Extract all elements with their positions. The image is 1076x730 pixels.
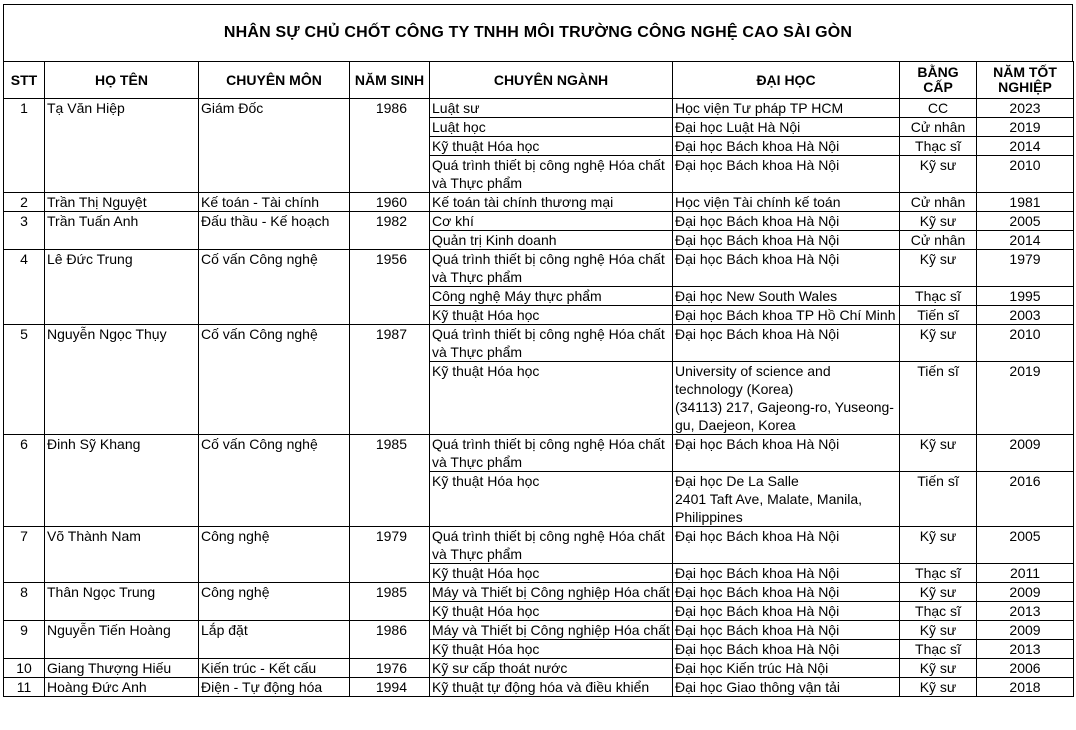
birth-year-cell: 1956 [350, 250, 430, 325]
university-cell: Đại học Bách khoa Hà Nội [673, 435, 900, 472]
university-cell: Đại học Luật Hà Nội [673, 118, 900, 137]
degree-cell: Kỹ sư [900, 435, 977, 472]
major-cell: Kỹ thuật Hóa học [430, 306, 673, 325]
table-row [4, 678, 1074, 697]
name-cell: Giang Thượng Hiếu [45, 659, 199, 678]
major-cell: Luật học [430, 118, 673, 137]
major-cell: Quá trình thiết bị công nghệ Hóa chất và Thực phẩm [430, 250, 673, 287]
university-cell: Đại học Bách khoa Hà Nội [673, 527, 900, 564]
stt-cell: 6 [4, 435, 45, 527]
major-cell: Kỹ thuật tự động hóa và điều khiển [430, 678, 673, 697]
major-cell: Cơ khí [430, 212, 673, 231]
grad-year-cell: 2014 [977, 137, 1074, 156]
name-cell: Lê Đức Trung [45, 250, 199, 325]
major-cell: Kỹ thuật Hóa học [430, 564, 673, 583]
degree-cell: CC [900, 99, 977, 118]
university-cell: Học viện Tài chính kế toán [673, 193, 900, 212]
grad-year-cell: 2016 [977, 472, 1074, 527]
stt-cell: 4 [4, 250, 45, 325]
degree-cell: Kỹ sư [900, 156, 977, 193]
major-cell: Luật sư [430, 99, 673, 118]
header-row [4, 62, 1074, 99]
university-cell: Đại học Kiến trúc Hà Nội [673, 659, 900, 678]
major-cell: Kỹ sư cấp thoát nước [430, 659, 673, 678]
university-cell: Đại học Bách khoa Hà Nội [673, 640, 900, 659]
major-cell: Kỹ thuật Hóa học [430, 602, 673, 621]
degree-cell: Kỹ sư [900, 678, 977, 697]
table-row [4, 583, 1074, 602]
grad-year-cell: 2019 [977, 118, 1074, 137]
col-header-birth-year: NĂM SINH [350, 62, 430, 99]
major-cell: Máy và Thiết bị Công nghiệp Hóa chất [430, 621, 673, 640]
university-cell: Đại học Bách khoa Hà Nội [673, 137, 900, 156]
spreadsheet [3, 4, 1073, 697]
table-row [4, 435, 1074, 472]
col-header-degree: BẰNG CẤP [900, 62, 977, 99]
col-header-stt: STT [4, 62, 45, 99]
table-row [4, 621, 1074, 640]
degree-cell: Tiến sĩ [900, 362, 977, 435]
major-cell: Quản trị Kinh doanh [430, 231, 673, 250]
major-cell: Kỹ thuật Hóa học [430, 362, 673, 435]
name-cell: Đinh Sỹ Khang [45, 435, 199, 527]
stt-cell: 7 [4, 527, 45, 583]
birth-year-cell: 1986 [350, 621, 430, 659]
grad-year-cell: 2023 [977, 99, 1074, 118]
sheet-title: NHÂN SỰ CHỦ CHỐT CÔNG TY TNHH MÔI TRƯỜNG CÔNG NGHỆ CAO SÀI GÒN [3, 4, 1073, 61]
grad-year-cell: 2006 [977, 659, 1074, 678]
name-cell: Tạ Văn Hiệp [45, 99, 199, 193]
personnel-table [3, 61, 1074, 697]
col-header-major: CHUYÊN NGÀNH [430, 62, 673, 99]
degree-cell: Thạc sĩ [900, 137, 977, 156]
birth-year-cell: 1987 [350, 325, 430, 435]
table-row [4, 325, 1074, 362]
degree-cell: Kỹ sư [900, 621, 977, 640]
col-header-name: HỌ TÊN [45, 62, 199, 99]
grad-year-cell: 2010 [977, 325, 1074, 362]
stt-cell: 10 [4, 659, 45, 678]
grad-year-cell: 2013 [977, 602, 1074, 621]
university-cell: University of science and technology (Korea) (34113) 217, Gajeong-ro, Yuseong-gu, Daejeon, Korea [673, 362, 900, 435]
grad-year-cell: 1979 [977, 250, 1074, 287]
grad-year-cell: 2018 [977, 678, 1074, 697]
role-cell: Cố vấn Công nghệ [199, 435, 350, 527]
role-cell: Công nghệ [199, 527, 350, 583]
university-cell: Đại học De La Salle 2401 Taft Ave, Malate, Manila, Philippines [673, 472, 900, 527]
col-header-university: ĐẠI HỌC [673, 62, 900, 99]
major-cell: Kỹ thuật Hóa học [430, 640, 673, 659]
name-cell: Võ Thành Nam [45, 527, 199, 583]
table-row [4, 527, 1074, 564]
table-row [4, 99, 1074, 118]
degree-cell: Thạc sĩ [900, 287, 977, 306]
grad-year-cell: 1995 [977, 287, 1074, 306]
grad-year-cell: 2010 [977, 156, 1074, 193]
major-cell: Quá trình thiết bị công nghệ Hóa chất và Thực phẩm [430, 325, 673, 362]
university-cell: Đại học New South Wales [673, 287, 900, 306]
university-cell: Đại học Bách khoa Hà Nội [673, 325, 900, 362]
major-cell: Kỹ thuật Hóa học [430, 472, 673, 527]
grad-year-cell: 2019 [977, 362, 1074, 435]
stt-cell: 2 [4, 193, 45, 212]
degree-cell: Thạc sĩ [900, 602, 977, 621]
stt-cell: 9 [4, 621, 45, 659]
university-cell: Đại học Bách khoa Hà Nội [673, 250, 900, 287]
degree-cell: Cử nhân [900, 118, 977, 137]
university-cell: Đại học Bách khoa TP Hồ Chí Minh [673, 306, 900, 325]
name-cell: Trần Thị Nguyệt [45, 193, 199, 212]
major-cell: Máy và Thiết bị Công nghiệp Hóa chất [430, 583, 673, 602]
role-cell: Giám Đốc [199, 99, 350, 193]
grad-year-cell: 2003 [977, 306, 1074, 325]
birth-year-cell: 1982 [350, 212, 430, 250]
role-cell: Đấu thầu - Kế hoạch [199, 212, 350, 250]
role-cell: Kiến trúc - Kết cấu [199, 659, 350, 678]
university-cell: Đại học Bách khoa Hà Nội [673, 583, 900, 602]
role-cell: Cố vấn Công nghệ [199, 325, 350, 435]
university-cell: Đại học Bách khoa Hà Nội [673, 156, 900, 193]
university-cell: Đại học Bách khoa Hà Nội [673, 212, 900, 231]
stt-cell: 8 [4, 583, 45, 621]
role-cell: Công nghệ [199, 583, 350, 621]
birth-year-cell: 1994 [350, 678, 430, 697]
major-cell: Công nghệ Máy thực phẩm [430, 287, 673, 306]
degree-cell: Kỹ sư [900, 527, 977, 564]
degree-cell: Tiến sĩ [900, 306, 977, 325]
degree-cell: Kỹ sư [900, 325, 977, 362]
birth-year-cell: 1976 [350, 659, 430, 678]
birth-year-cell: 1960 [350, 193, 430, 212]
grad-year-cell: 2005 [977, 527, 1074, 564]
table-row [4, 250, 1074, 287]
major-cell: Kế toán tài chính thương mại [430, 193, 673, 212]
grad-year-cell: 2014 [977, 231, 1074, 250]
major-cell: Quá trình thiết bị công nghệ Hóa chất và Thực phẩm [430, 527, 673, 564]
name-cell: Nguyễn Tiến Hoàng [45, 621, 199, 659]
grad-year-cell: 2009 [977, 583, 1074, 602]
stt-cell: 1 [4, 99, 45, 193]
table-row [4, 659, 1074, 678]
university-cell: Học viện Tư pháp TP HCM [673, 99, 900, 118]
birth-year-cell: 1985 [350, 583, 430, 621]
role-cell: Kế toán - Tài chính [199, 193, 350, 212]
role-cell: Cố vấn Công nghệ [199, 250, 350, 325]
grad-year-cell: 1981 [977, 193, 1074, 212]
stt-cell: 3 [4, 212, 45, 250]
degree-cell: Kỹ sư [900, 583, 977, 602]
grad-year-cell: 2011 [977, 564, 1074, 583]
name-cell: Trần Tuấn Anh [45, 212, 199, 250]
university-cell: Đại học Bách khoa Hà Nội [673, 564, 900, 583]
university-cell: Đại học Bách khoa Hà Nội [673, 621, 900, 640]
birth-year-cell: 1979 [350, 527, 430, 583]
stt-cell: 5 [4, 325, 45, 435]
major-cell: Quá trình thiết bị công nghệ Hóa chất và Thực phẩm [430, 156, 673, 193]
name-cell: Thân Ngọc Trung [45, 583, 199, 621]
degree-cell: Cử nhân [900, 231, 977, 250]
degree-cell: Cử nhân [900, 193, 977, 212]
stt-cell: 11 [4, 678, 45, 697]
name-cell: Hoàng Đức Anh [45, 678, 199, 697]
degree-cell: Kỹ sư [900, 250, 977, 287]
degree-cell: Kỹ sư [900, 212, 977, 231]
university-cell: Đại học Bách khoa Hà Nội [673, 602, 900, 621]
col-header-role: CHUYÊN MÔN [199, 62, 350, 99]
grad-year-cell: 2005 [977, 212, 1074, 231]
table-row [4, 193, 1074, 212]
table-body [4, 99, 1074, 697]
degree-cell: Kỹ sư [900, 659, 977, 678]
col-header-grad-year: NĂM TỐT NGHIỆP [977, 62, 1074, 99]
role-cell: Lắp đặt [199, 621, 350, 659]
degree-cell: Tiến sĩ [900, 472, 977, 527]
role-cell: Điện - Tự động hóa [199, 678, 350, 697]
major-cell: Quá trình thiết bị công nghệ Hóa chất và Thực phẩm [430, 435, 673, 472]
name-cell: Nguyễn Ngọc Thụy [45, 325, 199, 435]
grad-year-cell: 2009 [977, 621, 1074, 640]
grad-year-cell: 2009 [977, 435, 1074, 472]
university-cell: Đại học Bách khoa Hà Nội [673, 231, 900, 250]
degree-cell: Thạc sĩ [900, 564, 977, 583]
major-cell: Kỹ thuật Hóa học [430, 137, 673, 156]
degree-cell: Thạc sĩ [900, 640, 977, 659]
university-cell: Đại học Giao thông vận tải [673, 678, 900, 697]
table-row [4, 212, 1074, 231]
grad-year-cell: 2013 [977, 640, 1074, 659]
birth-year-cell: 1985 [350, 435, 430, 527]
birth-year-cell: 1986 [350, 99, 430, 193]
